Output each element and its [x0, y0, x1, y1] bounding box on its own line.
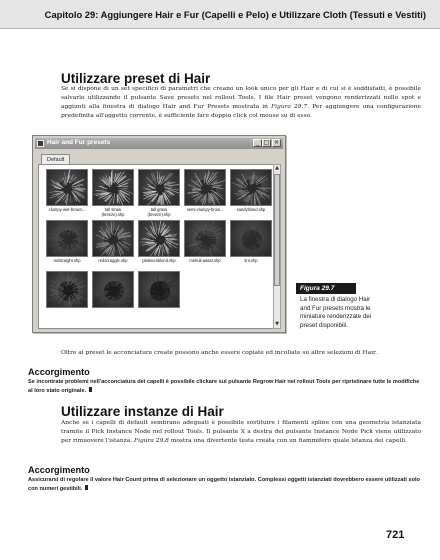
preset-name: semi-clumpy-brow...	[186, 207, 224, 212]
end-mark	[89, 387, 92, 392]
preset-thumbnail[interactable]	[46, 169, 88, 206]
dialog-title: Hair and Fur presets	[47, 139, 111, 146]
chapter-header	[0, 0, 440, 29]
preset-thumbnail[interactable]	[184, 220, 226, 257]
hair-render-icon	[185, 170, 226, 206]
paragraph-copy-presets: Oltre ai preset le acconciature create possono anche essere copiate ed incollate su altre selezioni di Hair.	[61, 350, 378, 356]
paragraph-text: . Per aggiungere una configurazione predefinita all'oggetto corrente, è sufficiente fare doppio click col mouse su di esso.	[61, 104, 421, 119]
preset-name: clumpy-wet-brown...	[48, 207, 86, 212]
figure-label: Figura 29.7	[296, 283, 356, 294]
tip-text: Se incontrate problemi nell'acconciatura dei capelli è possibile clickare sul pulsante Regrow Hair nel rollout Tools per ripristinare tutte le modifiche al loro stato originale.	[28, 379, 420, 394]
preset-name: tall grass (breeze).shp	[147, 207, 171, 217]
hair-render-icon	[139, 272, 180, 308]
preset-thumbnail[interactable]	[92, 220, 134, 257]
tip-title: Accorgimento	[28, 465, 90, 475]
preset-name: lint.shp	[244, 258, 258, 263]
section-title-preset: Utilizzare preset di Hair	[61, 71, 211, 86]
hair-render-icon	[93, 170, 134, 206]
page-number: 721	[386, 529, 405, 541]
hair-render-icon	[93, 221, 134, 257]
preset-thumbnail[interactable]	[230, 220, 272, 257]
figure-caption: La finestra di dialogo Hair and Fur presets mostra le miniature renderizzate dei preset disponibili.	[300, 296, 372, 330]
section-title-instances: Utilizzare instanze di Hair	[61, 404, 224, 419]
hair-presets-dialog	[32, 135, 286, 333]
tip-text: Assicurarsi di regolare il valore Hair Count prima di selezionare un oggetto istanziato. Complessi oggetti istanziati dovrebbero essere utilizzati solo con numeri gestibili.	[28, 477, 420, 492]
preset-name: sandyblond.shp	[236, 207, 266, 212]
preset-name: redstraight.shp	[53, 258, 81, 263]
preset-name: mehuli-aasar.shp	[189, 258, 221, 263]
hair-render-icon	[47, 221, 88, 257]
hair-render-icon	[139, 221, 180, 257]
paragraph-text: Anche se i capelli di default sembrano adeguati è possibile sostituire i filamenti spline con una geometria istanziata tramite il Pick Instance Node nel rollout Tools. Il pulsante X a destra del pulsante Instance Node Pick viene utilizzato per rimuovere l'istanza.	[61, 420, 421, 444]
paragraph-instances	[61, 419, 421, 446]
minimize-button[interactable]: _	[253, 139, 262, 147]
preset-thumbnail[interactable]	[138, 169, 180, 206]
preset-name: redscraggle.shp	[98, 258, 128, 263]
preset-thumbnail[interactable]	[230, 169, 272, 206]
close-button[interactable]: ×	[273, 139, 280, 146]
dialog-titlebar[interactable]	[35, 138, 283, 149]
preset-thumbnail[interactable]	[184, 169, 226, 206]
hair-render-icon	[185, 221, 226, 257]
preset-name: tall straw (breeze).shp	[101, 207, 125, 217]
tip-body	[28, 378, 420, 396]
hair-render-icon	[139, 170, 180, 206]
vertical-scrollbar[interactable]	[273, 164, 281, 329]
end-mark	[85, 485, 88, 490]
preset-thumbnail[interactable]	[92, 169, 134, 206]
tip-title: Accorgimento	[28, 367, 90, 377]
chapter-title: Capitolo 29: Aggiungere Hair e Fur (Capelli e Pelo) e Utilizzare Cloth (Tessuti e Vestiti)	[44, 9, 426, 20]
scroll-up-icon[interactable]: ▲	[275, 165, 279, 171]
app-icon	[37, 140, 44, 147]
preset-thumbnail[interactable]	[92, 271, 134, 308]
preset-name: platinumblond.shp	[142, 258, 176, 263]
hair-render-icon	[231, 170, 272, 206]
preset-thumbnail[interactable]	[138, 271, 180, 308]
preset-thumbnail[interactable]	[46, 220, 88, 257]
scroll-down-icon[interactable]: ▼	[275, 321, 279, 327]
paragraph-preset-intro	[61, 85, 421, 121]
figure-reference: Figura 29.7	[271, 104, 308, 110]
hair-render-icon	[231, 221, 272, 257]
hair-render-icon	[93, 272, 134, 308]
tip-body	[28, 476, 420, 494]
paragraph-text: mostra una divertente testa creata con un fiammifero quale istanza dei capelli.	[168, 438, 407, 444]
paragraph-text: Se si dispone di un set specifico di parametri che creano un look unico per gli Hair e di cui si è soddisfatti, è possibile salvarlo utilizzando il pulsante Save presets nel rollout Tools. I file Hair preset vengono renderizzati nello spot e aggiunti alla finestra di dialogo Hair and Fur Presets mostrata in	[61, 86, 421, 110]
figure-reference: Figura 29.8	[134, 438, 169, 444]
hair-render-icon	[47, 170, 88, 206]
maximize-button[interactable]: □	[263, 139, 270, 146]
preset-thumbnail[interactable]	[138, 220, 180, 257]
tab-default[interactable]: Default	[41, 154, 70, 165]
preset-thumbnail[interactable]	[46, 271, 88, 308]
scroll-thumb[interactable]	[274, 174, 280, 286]
hair-render-icon	[47, 272, 88, 308]
preset-gallery	[38, 164, 274, 329]
